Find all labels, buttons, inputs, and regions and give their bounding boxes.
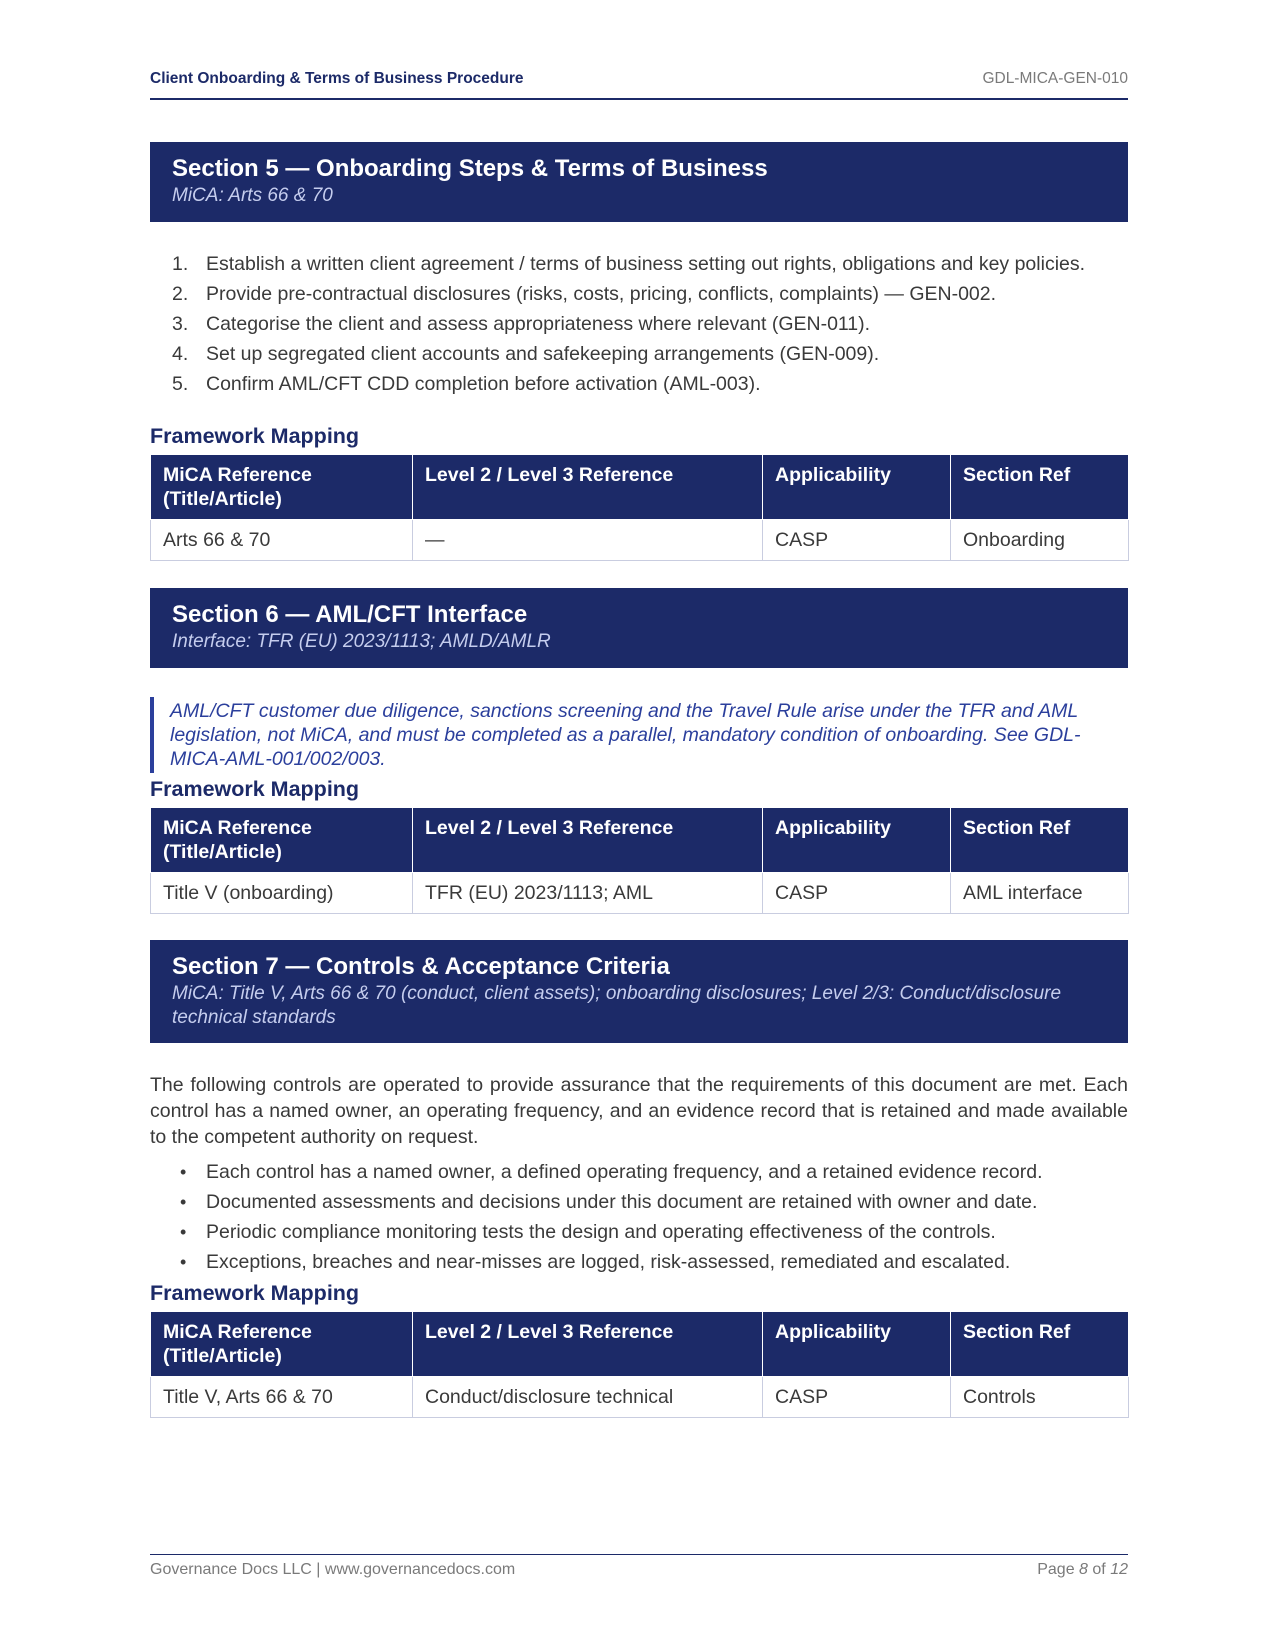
framework-mapping-heading: Framework Mapping bbox=[150, 424, 360, 448]
controls-bullet-list bbox=[150, 1160, 1128, 1280]
list-item: 4. Set up segregated client accounts and safekeeping arrangements (GEN-009). bbox=[172, 343, 880, 365]
list-item: 5. Confirm AML/CFT CDD completion before activation (AML-003). bbox=[172, 373, 761, 395]
table-cell: — bbox=[413, 520, 763, 561]
table-row bbox=[151, 1377, 1129, 1418]
list-item: 3. Categorise the client and assess appropriateness where relevant (GEN-011). bbox=[172, 313, 871, 335]
onboarding-steps-list bbox=[150, 252, 1128, 402]
section-7-header bbox=[150, 940, 1128, 1043]
column-header: Section Ref bbox=[951, 1312, 1129, 1377]
current-page: 8 bbox=[1079, 1561, 1088, 1578]
table-row bbox=[151, 873, 1129, 914]
footer-company: Governance Docs LLC | www.governancedocs.com bbox=[150, 1561, 516, 1578]
column-header: Section Ref bbox=[951, 455, 1129, 520]
list-item: 2. Provide pre-contractual disclosures (risks, costs, pricing, conflicts, complaints) — GEN-002. bbox=[172, 283, 997, 305]
section-title: Section 6 — AML/CFT Interface bbox=[172, 601, 528, 628]
list-item: • Periodic compliance monitoring tests the design and operating effectiveness of the controls. bbox=[180, 1221, 996, 1243]
list-item: 1. Establish a written client agreement / terms of business setting out rights, obligations and key policies. bbox=[172, 253, 1086, 275]
document-title: Client Onboarding & Terms of Business Procedure bbox=[150, 70, 524, 87]
column-header: MiCA Reference (Title/Article) bbox=[151, 455, 413, 520]
column-header: MiCA Reference (Title/Article) bbox=[151, 1312, 413, 1377]
list-item: • Exceptions, breaches and near-misses are logged, risk-assessed, remediated and escalated. bbox=[180, 1251, 1011, 1273]
table-cell: Onboarding bbox=[951, 520, 1129, 561]
list-item: • Documented assessments and decisions under this document are retained with owner and date. bbox=[180, 1191, 1038, 1213]
section-subtitle: Interface: TFR (EU) 2023/1113; AMLD/AMLR bbox=[172, 631, 551, 652]
running-footer bbox=[150, 1554, 1128, 1579]
column-header: Applicability bbox=[763, 808, 951, 873]
column-header: Level 2 / Level 3 Reference bbox=[413, 1312, 763, 1377]
table-cell: Title V, Arts 66 & 70 bbox=[151, 1377, 413, 1418]
table-cell: Controls bbox=[951, 1377, 1129, 1418]
list-item: • Each control has a named owner, a defined operating frequency, and a retained evidence record. bbox=[180, 1161, 1043, 1183]
table-cell: Title V (onboarding) bbox=[151, 873, 413, 914]
document-code: GDL-MICA-GEN-010 bbox=[982, 70, 1128, 87]
section-subtitle: MiCA: Arts 66 & 70 bbox=[172, 185, 333, 206]
framework-mapping-table bbox=[150, 807, 1129, 914]
section-title: Section 5 — Onboarding Steps & Terms of Business bbox=[172, 155, 768, 182]
table-row bbox=[151, 520, 1129, 561]
page-number: Page 8 of 12 bbox=[1037, 1561, 1128, 1578]
controls-paragraph: The following controls are operated to provide assurance that the requirements of this document are met. Each control has a named owner, an operating frequency, and an evidence record that is retained and made available to the competent authority on request. bbox=[150, 1074, 1128, 1148]
column-header: Applicability bbox=[763, 1312, 951, 1377]
table-cell: CASP bbox=[763, 520, 951, 561]
table-cell: Conduct/disclosure technical bbox=[413, 1377, 763, 1418]
framework-mapping-heading: Framework Mapping bbox=[150, 777, 360, 801]
table-cell: TFR (EU) 2023/1113; AML bbox=[413, 873, 763, 914]
column-header: Level 2 / Level 3 Reference bbox=[413, 455, 763, 520]
table-cell: Arts 66 & 70 bbox=[151, 520, 413, 561]
framework-mapping-table bbox=[150, 1311, 1129, 1418]
aml-callout: AML/CFT customer due diligence, sanctions screening and the Travel Rule arise under the TFR and AML legislation, not MiCA, and must be completed as a parallel, mandatory condition of onboarding. See GDL-MICA-AML-001/002/003. bbox=[150, 697, 1128, 773]
column-header: Applicability bbox=[763, 455, 951, 520]
section-subtitle: MiCA: Title V, Arts 66 & 70 (conduct, client assets); onboarding disclosures; Level 2/3: Conduct/disclosure technical standards bbox=[172, 983, 1062, 1028]
column-header: Level 2 / Level 3 Reference bbox=[413, 808, 763, 873]
table-cell: CASP bbox=[763, 873, 951, 914]
table-cell: AML interface bbox=[951, 873, 1129, 914]
framework-mapping-table bbox=[150, 454, 1129, 561]
total-pages: 12 bbox=[1110, 1561, 1128, 1578]
column-header: Section Ref bbox=[951, 808, 1129, 873]
section-title: Section 7 — Controls & Acceptance Criteria bbox=[172, 953, 670, 980]
table-cell: CASP bbox=[763, 1377, 951, 1418]
framework-mapping-heading: Framework Mapping bbox=[150, 1281, 360, 1305]
section-5-header bbox=[150, 142, 1128, 222]
running-header bbox=[150, 70, 1128, 100]
section-6-header bbox=[150, 588, 1128, 668]
column-header: MiCA Reference (Title/Article) bbox=[151, 808, 413, 873]
